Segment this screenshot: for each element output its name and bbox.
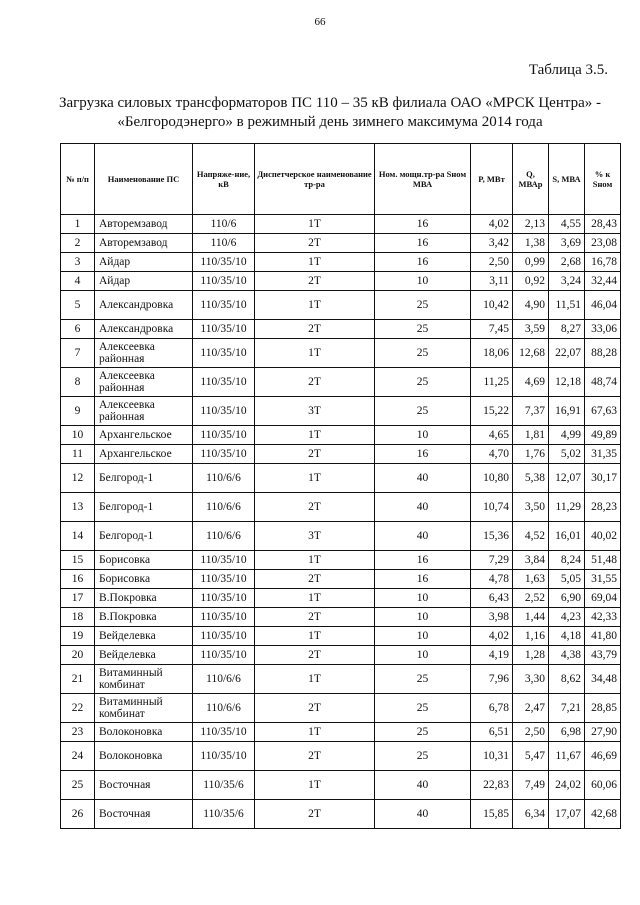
cell-p: 18,06 xyxy=(471,339,513,368)
page-number: 66 xyxy=(314,16,326,28)
cell-voltage: 110/35/10 xyxy=(193,445,255,464)
cell-p: 4,02 xyxy=(471,627,513,646)
cell-nominal: 40 xyxy=(375,522,471,551)
table-row xyxy=(61,627,621,646)
cell-s: 11,51 xyxy=(549,291,585,320)
cell-p: 2,50 xyxy=(471,253,513,272)
table-row xyxy=(61,291,621,320)
cell-voltage: 110/6/6 xyxy=(193,464,255,493)
cell-num: 1 xyxy=(61,215,95,234)
cell-num: 24 xyxy=(61,742,95,771)
table-row xyxy=(61,608,621,627)
cell-num: 6 xyxy=(61,320,95,339)
cell-dispatch: 3Т xyxy=(255,522,375,551)
cell-p: 15,36 xyxy=(471,522,513,551)
cell-num: 5 xyxy=(61,291,95,320)
cell-num: 8 xyxy=(61,368,95,397)
cell-nominal: 16 xyxy=(375,234,471,253)
cell-dispatch: 1Т xyxy=(255,291,375,320)
cell-s: 8,62 xyxy=(549,665,585,694)
document-title xyxy=(40,94,620,132)
cell-p: 10,42 xyxy=(471,291,513,320)
cell-num: 4 xyxy=(61,272,95,291)
cell-pct: 28,85 xyxy=(585,694,621,723)
table-row xyxy=(61,253,621,272)
cell-pct: 23,08 xyxy=(585,234,621,253)
cell-pct: 28,43 xyxy=(585,215,621,234)
table-row xyxy=(61,397,621,426)
cell-p: 7,29 xyxy=(471,551,513,570)
table-row xyxy=(61,320,621,339)
cell-nominal: 25 xyxy=(375,742,471,771)
cell-name: Алексеевка районная xyxy=(95,397,193,426)
table-row xyxy=(61,426,621,445)
cell-num: 26 xyxy=(61,800,95,829)
cell-dispatch: 3Т xyxy=(255,397,375,426)
cell-q: 6,34 xyxy=(513,800,549,829)
cell-dispatch: 1Т xyxy=(255,665,375,694)
cell-name: Александровка xyxy=(95,291,193,320)
cell-s: 11,29 xyxy=(549,493,585,522)
cell-voltage: 110/35/10 xyxy=(193,742,255,771)
cell-q: 1,44 xyxy=(513,608,549,627)
cell-nominal: 25 xyxy=(375,291,471,320)
cell-q: 1,63 xyxy=(513,570,549,589)
cell-s: 16,01 xyxy=(549,522,585,551)
cell-nominal: 10 xyxy=(375,426,471,445)
cell-name: Архангельское xyxy=(95,426,193,445)
cell-pct: 34,48 xyxy=(585,665,621,694)
cell-q: 1,76 xyxy=(513,445,549,464)
cell-voltage: 110/35/10 xyxy=(193,426,255,445)
cell-voltage: 110/35/10 xyxy=(193,627,255,646)
cell-dispatch: 1Т xyxy=(255,551,375,570)
cell-pct: 60,06 xyxy=(585,771,621,800)
table-row xyxy=(61,445,621,464)
cell-pct: 51,48 xyxy=(585,551,621,570)
table-row xyxy=(61,234,621,253)
cell-dispatch: 1Т xyxy=(255,771,375,800)
cell-pct: 67,63 xyxy=(585,397,621,426)
cell-dispatch: 1Т xyxy=(255,589,375,608)
header-nominal: Ном. мощн.тр-ра Sном МВА xyxy=(375,144,471,215)
table-header-row xyxy=(61,144,621,215)
cell-name: Вейделевка xyxy=(95,646,193,665)
cell-num: 20 xyxy=(61,646,95,665)
cell-p: 3,11 xyxy=(471,272,513,291)
cell-s: 4,55 xyxy=(549,215,585,234)
cell-s: 12,07 xyxy=(549,464,585,493)
cell-nominal: 40 xyxy=(375,800,471,829)
header-q: Q, МВАр xyxy=(513,144,549,215)
cell-nominal: 10 xyxy=(375,272,471,291)
cell-q: 1,28 xyxy=(513,646,549,665)
cell-nominal: 10 xyxy=(375,608,471,627)
cell-dispatch: 1Т xyxy=(255,253,375,272)
cell-p: 10,74 xyxy=(471,493,513,522)
cell-p: 4,70 xyxy=(471,445,513,464)
cell-voltage: 110/35/10 xyxy=(193,570,255,589)
cell-s: 4,38 xyxy=(549,646,585,665)
cell-q: 0,92 xyxy=(513,272,549,291)
cell-q: 3,84 xyxy=(513,551,549,570)
cell-name: Белгород-1 xyxy=(95,493,193,522)
cell-q: 7,49 xyxy=(513,771,549,800)
cell-pct: 33,06 xyxy=(585,320,621,339)
header-name: Наименование ПС xyxy=(95,144,193,215)
cell-pct: 42,68 xyxy=(585,800,621,829)
table-row xyxy=(61,800,621,829)
cell-dispatch: 2Т xyxy=(255,646,375,665)
cell-nominal: 10 xyxy=(375,627,471,646)
cell-pct: 46,69 xyxy=(585,742,621,771)
cell-s: 8,27 xyxy=(549,320,585,339)
table-row xyxy=(61,723,621,742)
cell-q: 1,16 xyxy=(513,627,549,646)
cell-s: 7,21 xyxy=(549,694,585,723)
cell-pct: 27,90 xyxy=(585,723,621,742)
cell-p: 3,98 xyxy=(471,608,513,627)
cell-nominal: 40 xyxy=(375,464,471,493)
cell-name: Алексеевка районная xyxy=(95,339,193,368)
cell-p: 4,78 xyxy=(471,570,513,589)
cell-voltage: 110/6/6 xyxy=(193,493,255,522)
cell-voltage: 110/35/10 xyxy=(193,397,255,426)
cell-dispatch: 2Т xyxy=(255,493,375,522)
cell-voltage: 110/35/10 xyxy=(193,253,255,272)
cell-voltage: 110/6 xyxy=(193,234,255,253)
title-line-2: «Белгородэнерго» в режимный день зимнего максимума 2014 года xyxy=(117,114,543,130)
table-row xyxy=(61,339,621,368)
cell-name: Айдар xyxy=(95,253,193,272)
cell-name: Волоконовка xyxy=(95,723,193,742)
cell-s: 8,24 xyxy=(549,551,585,570)
cell-p: 4,19 xyxy=(471,646,513,665)
cell-pct: 43,79 xyxy=(585,646,621,665)
cell-name: Витаминный комбинат xyxy=(95,694,193,723)
cell-name: Волоконовка xyxy=(95,742,193,771)
cell-dispatch: 2Т xyxy=(255,234,375,253)
cell-s: 6,98 xyxy=(549,723,585,742)
cell-dispatch: 2Т xyxy=(255,694,375,723)
cell-num: 18 xyxy=(61,608,95,627)
cell-dispatch: 2Т xyxy=(255,368,375,397)
cell-nominal: 10 xyxy=(375,646,471,665)
cell-voltage: 110/35/10 xyxy=(193,368,255,397)
cell-voltage: 110/35/10 xyxy=(193,608,255,627)
cell-s: 5,02 xyxy=(549,445,585,464)
cell-name: В.Покровка xyxy=(95,608,193,627)
cell-p: 4,02 xyxy=(471,215,513,234)
cell-pct: 42,33 xyxy=(585,608,621,627)
cell-s: 4,99 xyxy=(549,426,585,445)
table-row xyxy=(61,522,621,551)
cell-q: 3,50 xyxy=(513,493,549,522)
cell-name: Борисовка xyxy=(95,570,193,589)
cell-q: 4,52 xyxy=(513,522,549,551)
cell-num: 12 xyxy=(61,464,95,493)
cell-nominal: 16 xyxy=(375,445,471,464)
cell-voltage: 110/35/10 xyxy=(193,589,255,608)
cell-q: 3,30 xyxy=(513,665,549,694)
cell-num: 13 xyxy=(61,493,95,522)
cell-p: 15,22 xyxy=(471,397,513,426)
table-row xyxy=(61,570,621,589)
table-row xyxy=(61,694,621,723)
cell-num: 16 xyxy=(61,570,95,589)
cell-s: 4,23 xyxy=(549,608,585,627)
cell-q: 5,47 xyxy=(513,742,549,771)
cell-name: Авторемзавод xyxy=(95,234,193,253)
header-voltage: Напряже-ние, кВ xyxy=(193,144,255,215)
table-row xyxy=(61,646,621,665)
cell-pct: 40,02 xyxy=(585,522,621,551)
cell-num: 9 xyxy=(61,397,95,426)
cell-name: Белгород-1 xyxy=(95,522,193,551)
cell-num: 19 xyxy=(61,627,95,646)
cell-q: 2,50 xyxy=(513,723,549,742)
table-row xyxy=(61,493,621,522)
cell-pct: 69,04 xyxy=(585,589,621,608)
cell-q: 4,69 xyxy=(513,368,549,397)
cell-dispatch: 2Т xyxy=(255,570,375,589)
cell-voltage: 110/35/10 xyxy=(193,646,255,665)
table-row xyxy=(61,742,621,771)
cell-p: 6,43 xyxy=(471,589,513,608)
cell-name: Архангельское xyxy=(95,445,193,464)
cell-num: 3 xyxy=(61,253,95,272)
cell-num: 17 xyxy=(61,589,95,608)
cell-pct: 28,23 xyxy=(585,493,621,522)
cell-voltage: 110/35/6 xyxy=(193,800,255,829)
cell-q: 2,47 xyxy=(513,694,549,723)
cell-nominal: 25 xyxy=(375,397,471,426)
cell-voltage: 110/35/10 xyxy=(193,339,255,368)
cell-dispatch: 2Т xyxy=(255,445,375,464)
cell-voltage: 110/6/6 xyxy=(193,522,255,551)
cell-name: В.Покровка xyxy=(95,589,193,608)
cell-nominal: 25 xyxy=(375,723,471,742)
cell-pct: 31,35 xyxy=(585,445,621,464)
cell-p: 7,45 xyxy=(471,320,513,339)
header-dispatch: Диспетчерское наименование тр-ра xyxy=(255,144,375,215)
cell-q: 1,38 xyxy=(513,234,549,253)
transformer-load-table xyxy=(60,143,621,829)
table-row xyxy=(61,551,621,570)
cell-num: 25 xyxy=(61,771,95,800)
cell-nominal: 16 xyxy=(375,253,471,272)
cell-num: 23 xyxy=(61,723,95,742)
cell-name: Восточная xyxy=(95,771,193,800)
cell-s: 24,02 xyxy=(549,771,585,800)
cell-num: 15 xyxy=(61,551,95,570)
cell-nominal: 25 xyxy=(375,320,471,339)
cell-dispatch: 1Т xyxy=(255,339,375,368)
cell-nominal: 25 xyxy=(375,339,471,368)
cell-s: 3,24 xyxy=(549,272,585,291)
cell-num: 21 xyxy=(61,665,95,694)
table-row xyxy=(61,368,621,397)
cell-name: Вейделевка xyxy=(95,627,193,646)
cell-pct: 46,04 xyxy=(585,291,621,320)
cell-q: 0,99 xyxy=(513,253,549,272)
cell-name: Айдар xyxy=(95,272,193,291)
cell-pct: 48,74 xyxy=(585,368,621,397)
cell-s: 17,07 xyxy=(549,800,585,829)
cell-name: Авторемзавод xyxy=(95,215,193,234)
cell-voltage: 110/35/10 xyxy=(193,551,255,570)
cell-p: 6,78 xyxy=(471,694,513,723)
cell-voltage: 110/6 xyxy=(193,215,255,234)
cell-s: 12,18 xyxy=(549,368,585,397)
cell-pct: 88,28 xyxy=(585,339,621,368)
table-row xyxy=(61,464,621,493)
cell-nominal: 25 xyxy=(375,368,471,397)
cell-num: 7 xyxy=(61,339,95,368)
cell-voltage: 110/6/6 xyxy=(193,665,255,694)
cell-name: Восточная xyxy=(95,800,193,829)
cell-dispatch: 1Т xyxy=(255,464,375,493)
table-row xyxy=(61,771,621,800)
cell-voltage: 110/35/10 xyxy=(193,272,255,291)
cell-nominal: 16 xyxy=(375,570,471,589)
cell-pct: 32,44 xyxy=(585,272,621,291)
cell-p: 22,83 xyxy=(471,771,513,800)
table-body xyxy=(61,215,621,829)
cell-s: 2,68 xyxy=(549,253,585,272)
cell-name: Борисовка xyxy=(95,551,193,570)
cell-dispatch: 2Т xyxy=(255,800,375,829)
cell-dispatch: 1Т xyxy=(255,723,375,742)
cell-dispatch: 1Т xyxy=(255,627,375,646)
table-row xyxy=(61,589,621,608)
cell-dispatch: 2Т xyxy=(255,742,375,771)
cell-nominal: 16 xyxy=(375,551,471,570)
cell-nominal: 25 xyxy=(375,665,471,694)
header-pct: % к Sном xyxy=(585,144,621,215)
cell-s: 5,05 xyxy=(549,570,585,589)
cell-name: Белгород-1 xyxy=(95,464,193,493)
header-s: S, МВА xyxy=(549,144,585,215)
cell-num: 2 xyxy=(61,234,95,253)
table-row xyxy=(61,665,621,694)
cell-pct: 16,78 xyxy=(585,253,621,272)
cell-num: 10 xyxy=(61,426,95,445)
table-row xyxy=(61,215,621,234)
cell-dispatch: 1Т xyxy=(255,215,375,234)
cell-num: 22 xyxy=(61,694,95,723)
cell-voltage: 110/6/6 xyxy=(193,694,255,723)
cell-p: 10,31 xyxy=(471,742,513,771)
cell-num: 14 xyxy=(61,522,95,551)
header-num: № п/п xyxy=(61,144,95,215)
cell-q: 4,90 xyxy=(513,291,549,320)
cell-nominal: 25 xyxy=(375,694,471,723)
cell-nominal: 40 xyxy=(375,493,471,522)
cell-q: 2,52 xyxy=(513,589,549,608)
cell-p: 6,51 xyxy=(471,723,513,742)
cell-pct: 30,17 xyxy=(585,464,621,493)
cell-p: 3,42 xyxy=(471,234,513,253)
table-caption: Таблица 3.5. xyxy=(528,62,608,78)
cell-voltage: 110/35/6 xyxy=(193,771,255,800)
cell-q: 12,68 xyxy=(513,339,549,368)
cell-nominal: 10 xyxy=(375,589,471,608)
cell-s: 6,90 xyxy=(549,589,585,608)
cell-pct: 41,80 xyxy=(585,627,621,646)
table-row xyxy=(61,272,621,291)
cell-p: 11,25 xyxy=(471,368,513,397)
cell-q: 5,38 xyxy=(513,464,549,493)
cell-voltage: 110/35/10 xyxy=(193,291,255,320)
cell-dispatch: 1Т xyxy=(255,426,375,445)
cell-q: 3,59 xyxy=(513,320,549,339)
cell-p: 7,96 xyxy=(471,665,513,694)
cell-name: Алексеевка районная xyxy=(95,368,193,397)
cell-p: 10,80 xyxy=(471,464,513,493)
cell-s: 16,91 xyxy=(549,397,585,426)
cell-s: 4,18 xyxy=(549,627,585,646)
cell-name: Витаминный комбинат xyxy=(95,665,193,694)
cell-q: 7,37 xyxy=(513,397,549,426)
cell-name: Александровка xyxy=(95,320,193,339)
cell-q: 2,13 xyxy=(513,215,549,234)
cell-dispatch: 2Т xyxy=(255,320,375,339)
cell-nominal: 40 xyxy=(375,771,471,800)
cell-s: 22,07 xyxy=(549,339,585,368)
cell-s: 11,67 xyxy=(549,742,585,771)
cell-dispatch: 2Т xyxy=(255,608,375,627)
cell-dispatch: 2Т xyxy=(255,272,375,291)
cell-p: 4,65 xyxy=(471,426,513,445)
cell-voltage: 110/35/10 xyxy=(193,320,255,339)
cell-q: 1,81 xyxy=(513,426,549,445)
cell-s: 3,69 xyxy=(549,234,585,253)
header-p: P, МВт xyxy=(471,144,513,215)
cell-p: 15,85 xyxy=(471,800,513,829)
title-line-1: Загрузка силовых трансформаторов ПС 110 – 35 кВ филиала ОАО «МРСК Центра» - xyxy=(58,95,601,111)
cell-nominal: 16 xyxy=(375,215,471,234)
cell-num: 11 xyxy=(61,445,95,464)
cell-voltage: 110/35/10 xyxy=(193,723,255,742)
cell-pct: 49,89 xyxy=(585,426,621,445)
cell-pct: 31,55 xyxy=(585,570,621,589)
